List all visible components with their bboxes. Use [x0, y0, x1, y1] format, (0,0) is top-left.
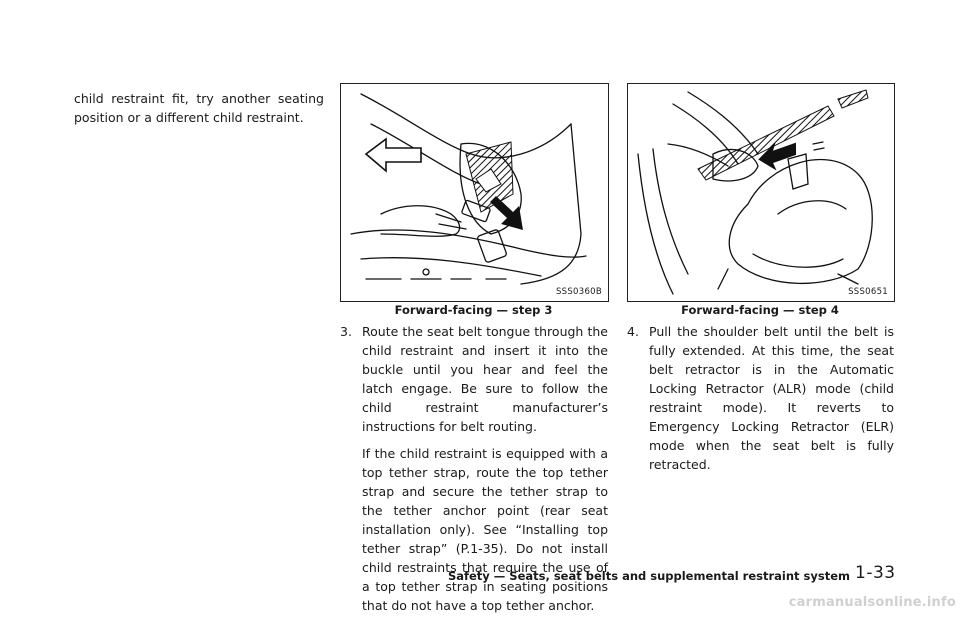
step-number: 3.	[340, 324, 352, 339]
figure-step-4	[627, 83, 895, 302]
figure-step-3	[340, 83, 609, 302]
step-number: 4.	[627, 324, 639, 339]
figure-id: SSS0360B	[555, 287, 602, 297]
step-paragraph: If the child restraint is equipped with a top tether strap, route the top tether strap and secure the tether strap to the tether anchor point (rear seat installation only). See “Installing top tether strap” (P.1-35). Do not install child restraints that require the use of a top tether strap in seating positions that do not have a top tether anchor.	[362, 446, 608, 613]
step-paragraph: Pull the shoulder belt until the belt is fully extended. At this time, the seat belt retractor is in the Automatic Locking Retractor (ALR) mode (child restraint mode). It reverts to Emergency Locking Retractor (ELR) mode when the seat belt is fully retracted.	[649, 324, 894, 472]
step-paragraph: Route the seat belt tongue through the child restraint and insert it into the buckle until you hear and feel the latch engage. Be sure to follow the child restraint manufacturer’s instructions for belt routing.	[362, 324, 608, 434]
figure-id: SSS0651	[848, 287, 888, 297]
figure-caption: Forward-facing — step 4	[681, 303, 839, 317]
step-4	[627, 322, 894, 482]
intro-paragraph: child restraint fit, try another seating position or a different child restraint.	[74, 91, 324, 125]
illustration-belt-extension	[628, 84, 894, 301]
figure-caption: Forward-facing — step 3	[394, 303, 553, 317]
illustration-belt-routing	[341, 84, 608, 301]
page-number: 1-33	[855, 563, 896, 583]
watermark: carmanualsonline.info	[788, 595, 956, 610]
section-title: Safety — Seats, seat belts and supplemental restraint system	[447, 569, 850, 583]
